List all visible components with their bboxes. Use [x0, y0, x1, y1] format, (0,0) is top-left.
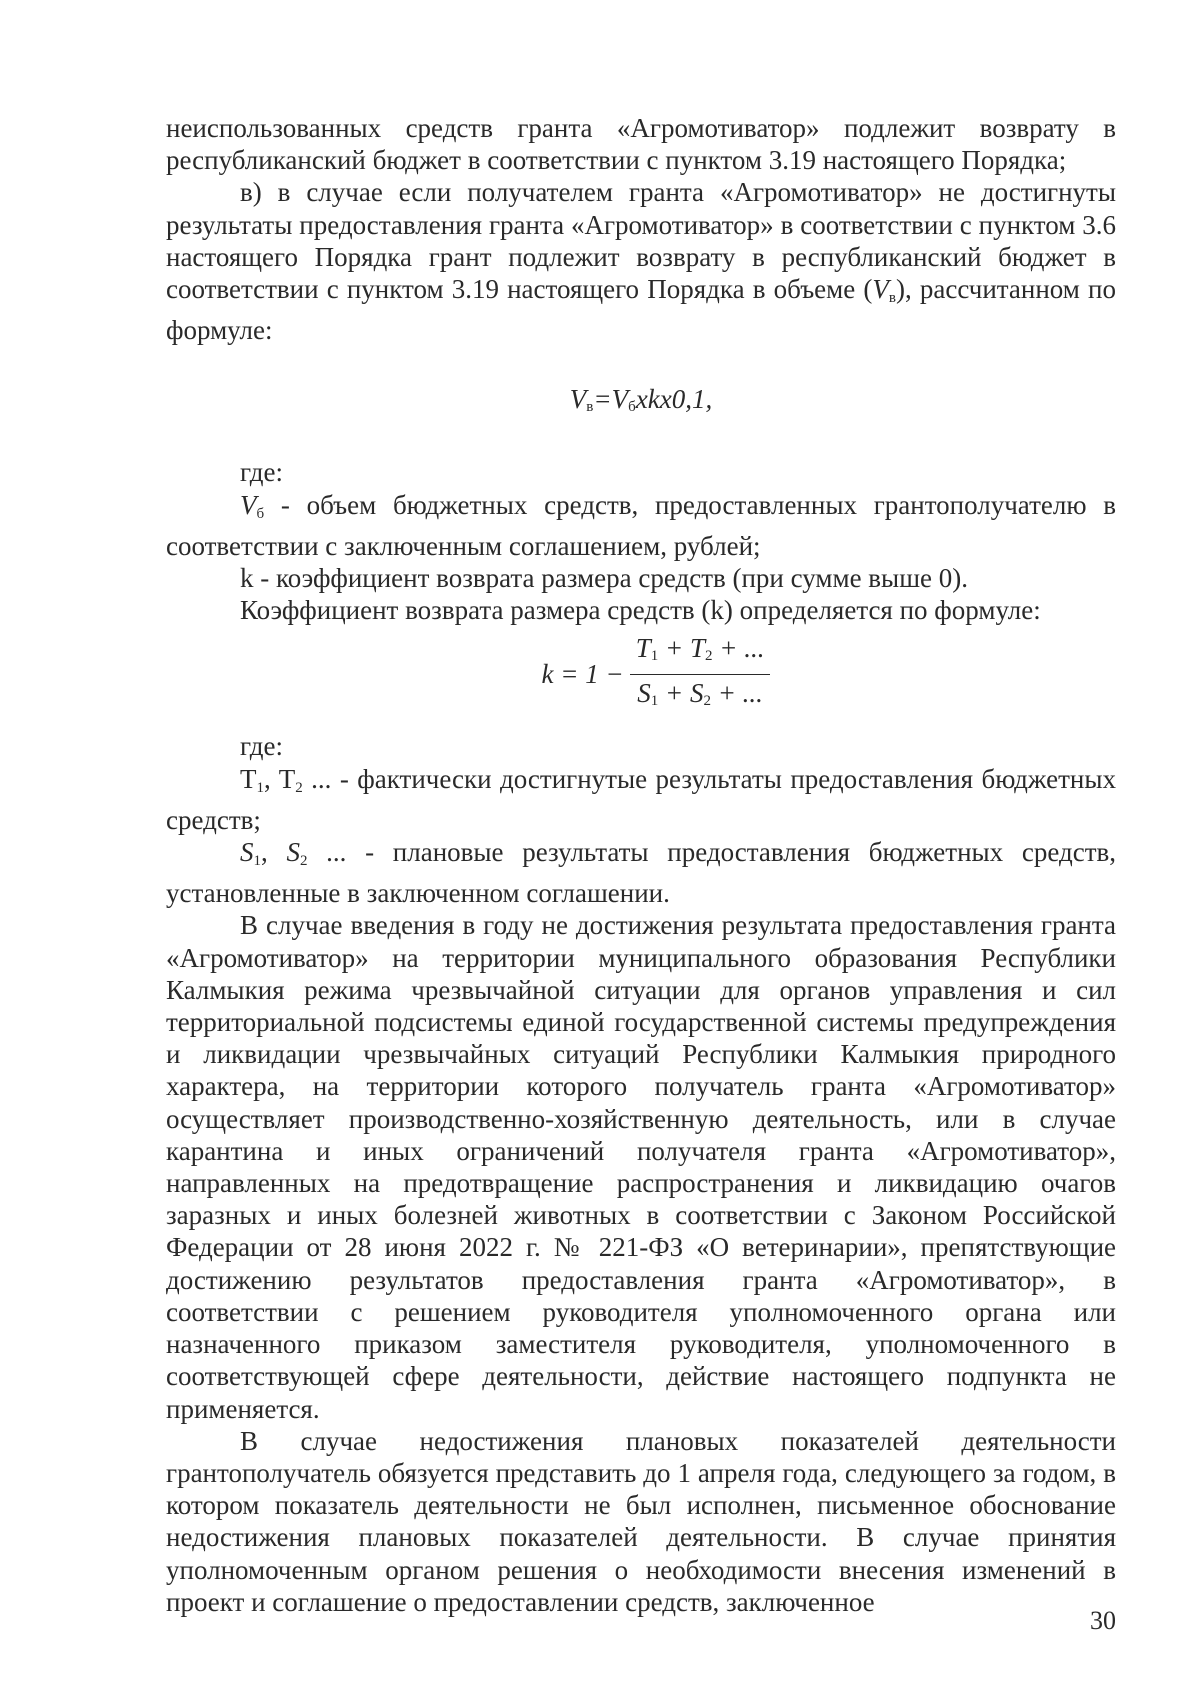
formula-k-lhs: k = 1 − — [541, 659, 624, 690]
den-s1-sub: 1 — [650, 692, 659, 709]
s-var1: S — [240, 837, 254, 868]
definition-vb — [166, 489, 1116, 562]
volume-var-sub: в — [888, 290, 896, 307]
num-t1-sub: 1 — [650, 647, 659, 664]
formula-lhs-sub: в — [586, 399, 594, 416]
vb-text: - объем бюджетных средств, предоставленных грантополучателю в соответствии с заключенным соглашением, рублей; — [166, 489, 1116, 561]
paragraph-underperformance: В случае недостижения плановых показателей деятельности грантополучатель обязуется представить до 1 апреля года, следующего за годом, в котором показатель деятельности не был исполнен, письменное обоснование недостижения плановых показателей деятельности. В случае принятия уполномоченным органом решения о необходимости внесения изменений в проект и соглашение о предоставлении средств, заключенное — [166, 1425, 1116, 1617]
vb-var: V — [240, 489, 257, 520]
paragraph-item-v — [166, 176, 1116, 346]
formula-k-fraction — [630, 630, 771, 719]
s-var2: S — [286, 837, 300, 868]
item-v-end: ), рассчитанном по формуле: — [166, 274, 1116, 346]
formula-k-numerator — [630, 630, 771, 675]
num-end: + ... — [712, 632, 765, 663]
paragraph-unused-funds: неиспользованных средств гранта «Агромотиватор» подлежит возврату в республиканский бюджет в соответствии с пунктом 3.19 настоящего Порядка; — [166, 113, 1116, 176]
t-text: ... - фактически достигнутые результаты предоставления бюджетных средств; — [166, 763, 1116, 835]
paragraph-emergency: В случае введения в году не достижения результата предоставления гранта «Агромотиватор» на территории муниципального образования Республики Калмыкия режима чрезвычайной ситуации для органов управления и сил территориальной подсистемы единой государственной системы предупреждения и ликвидации чрезвычайных ситуаций Республики Калмыкия природного характера, на территории которого получатель гранта «Агромотиватор» осуществляет производственно-хозяйственную деятельность, или в случае карантина и иных ограничений получателя гранта «Агромотиватор», направленных на предотвращение распространения и ликвидацию очагов заразных и иных болезней животных в соответствии с Законом Российской Федерации от 28 июня 2022 г. № 221-ФЗ «О ветеринарии», препятствующие достижению результатов предоставления гранта «Агромотиватор», в соответствии с решением руководителя уполномоченного органа или назначенного приказом заместителя руководителя, уполномоченного в соответствующей сфере деятельности, действие настоящего подпункта не применяется. — [166, 910, 1116, 1424]
num-t1: T — [635, 632, 651, 663]
num-mid: + T — [658, 632, 705, 663]
t-sub2: 2 — [295, 779, 303, 796]
s-text: ... - плановые результаты предоставления бюджетных средств, установленные в заключенном соглашении. — [166, 837, 1116, 909]
volume-var: V — [872, 274, 889, 305]
s-sub1: 1 — [253, 853, 261, 870]
s-sep: , — [261, 837, 287, 868]
t-sub1: 1 — [256, 779, 264, 796]
k-formula-intro: Коэффициент возврата размера средств (k) определяется по формуле: — [240, 595, 1041, 626]
den-s2-sub: 2 — [703, 692, 711, 709]
where-label-1: где: — [240, 457, 283, 488]
formula-rhs-sub: б — [628, 399, 636, 416]
formula-eq: = — [593, 384, 612, 415]
den-s1: S — [637, 677, 651, 708]
page-number: 30 — [1090, 1606, 1116, 1635]
page-body — [166, 112, 1116, 1618]
t-var: T — [240, 763, 257, 794]
definition-t — [166, 763, 1116, 836]
t-sep: , T — [264, 763, 296, 794]
num-t2-sub: 2 — [704, 647, 713, 664]
formula-k-denominator — [631, 675, 769, 719]
formula-rhs-var: V — [611, 384, 629, 415]
formula-k — [196, 632, 1116, 716]
definition-k: k - коэффициент возврата размера средств (при сумме выше 0). — [240, 563, 968, 594]
den-end: + ... — [710, 677, 763, 708]
where-label-2: где: — [240, 731, 283, 762]
formula-rhs-rest: xkx0,1, — [635, 384, 713, 415]
s-sub2: 2 — [299, 853, 308, 870]
definition-s — [166, 836, 1116, 909]
item-v-text: в) в случае если получателем гранта «Агромотиватор» не достигнуты результаты предоставления гранта «Агромотиватор» в соответствии с пунктом 3.6 настоящего Порядка грант подлежит возврату в республиканский бюджет в соответствии с пунктом 3.19 настоящего Порядка в объеме ( — [166, 177, 1116, 305]
den-mid: + S — [658, 677, 704, 708]
formula-volume — [166, 382, 1116, 416]
vb-sub: б — [256, 505, 265, 522]
formula-lhs-var: V — [569, 384, 587, 415]
